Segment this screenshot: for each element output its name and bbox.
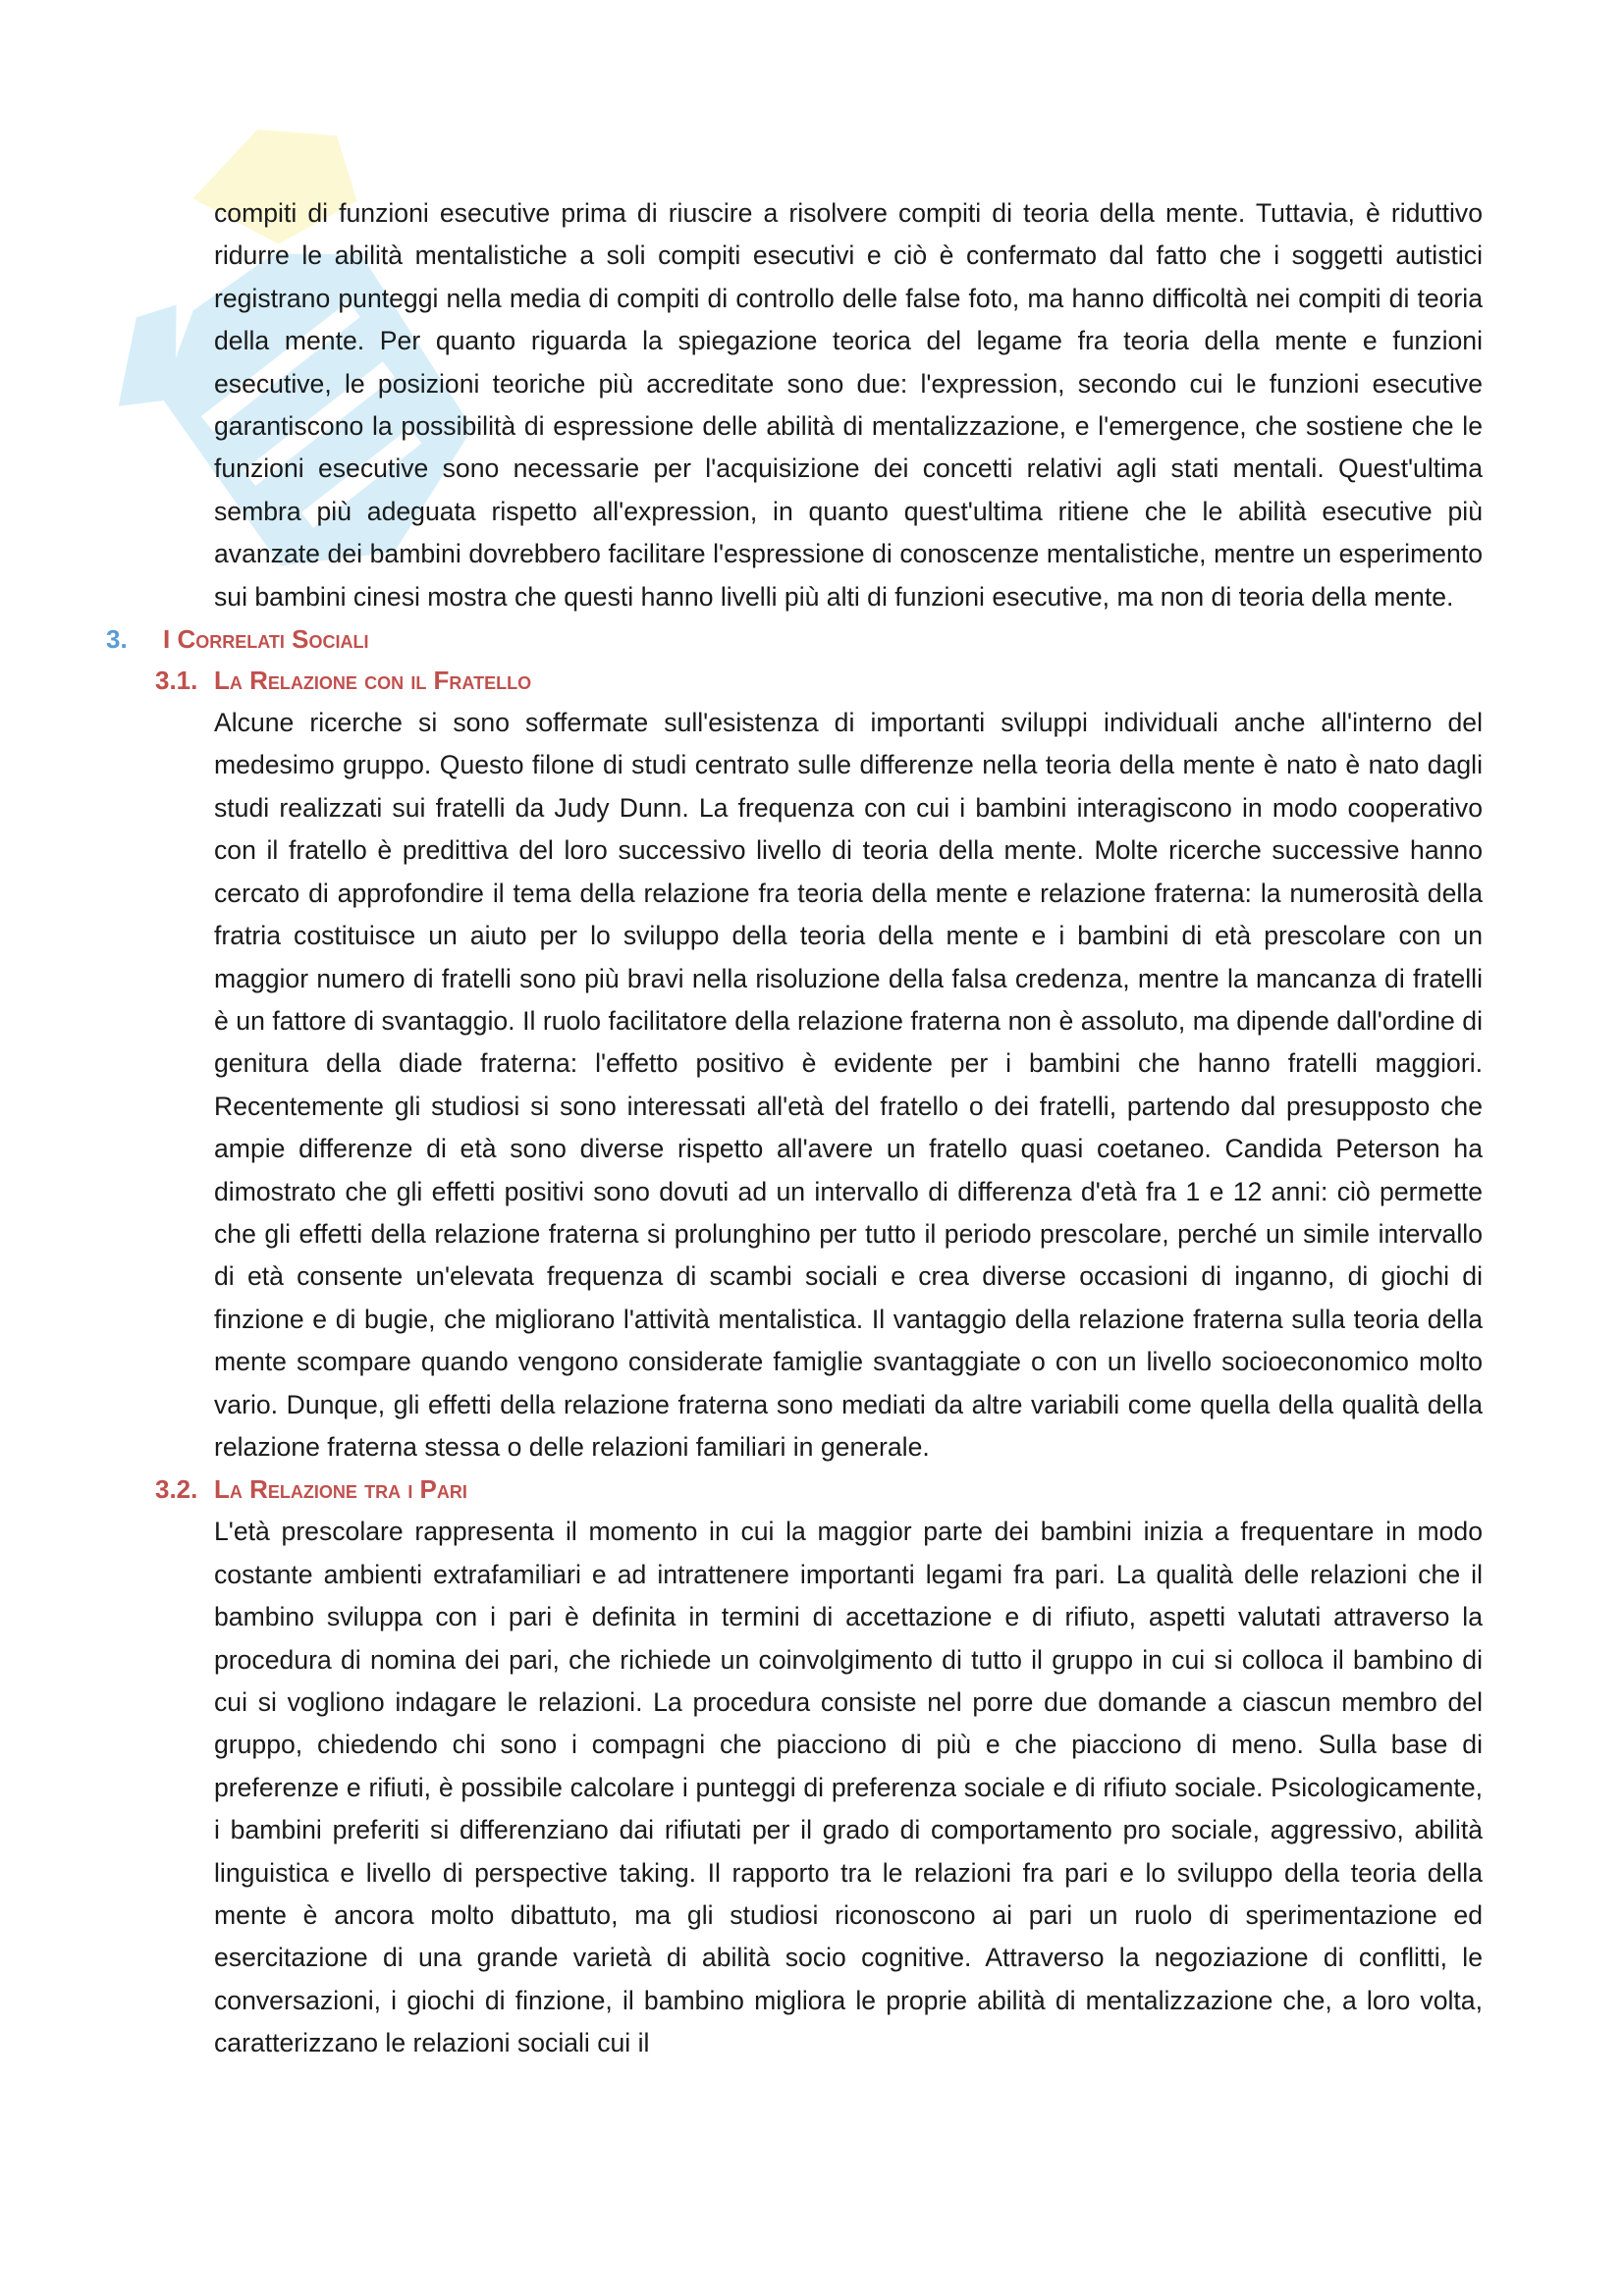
section-heading: [106, 618, 1483, 660]
section-title: I Correlati Sociali: [163, 624, 369, 655]
document-body: [106, 192, 1483, 2065]
intro-paragraph: compiti di funzioni esecutive prima di riuscire a risolvere compiti di teoria della mente. Tuttavia, è riduttivo ridurre le abilità mentalistiche a soli compiti esecutivi e ciò è confermato dal fatto che i soggetti autistici registrano punteggi nella media di compiti di controllo delle false foto, ma hanno difficoltà nei compiti di teoria della mente. Per quanto riguarda la spiegazione teorica del legame fra teoria della mente e funzioni esecutive, le posizioni teoriche più accreditate sono due: l'expression, secondo cui le funzioni esecutive garantiscono la possibilità di espressione delle abilità di mentalizzazione, e l'emergence, che sostiene che le funzioni esecutive sono necessarie per l'acquisizione dei concetti relativi agli stati mentali. Quest'ultima sembra più adeguata rispetto all'expression, in quanto quest'ultima ritiene che le abilità esecutive più avanzate dei bambini dovrebbero facilitare l'espressione di conoscenze mentalistiche, mentre un esperimento sui bambini cinesi mostra che questi hanno livelli più alti di funzioni esecutive, ma non di teoria della mente.: [214, 198, 1483, 612]
subsection-number: 3.2.: [155, 1474, 198, 1505]
subsection-heading-3-2: [155, 1468, 1483, 1511]
subsection-heading-3-1: [155, 660, 1483, 702]
subsection-title: La Relazione tra i Pari: [214, 1474, 467, 1505]
subsection-paragraph-3-1: Alcune ricerche si sono soffermate sull'esistenza di importanti sviluppi individuali anche all'interno del medesimo gruppo. Questo filone di studi centrato sulle differenze nella teoria della mente è nato è nato dagli studi realizzati sui fratelli da Judy Dunn. La frequenza con cui i bambini interagiscono in modo cooperativo con il fratello è predittiva del loro successivo livello di teoria della mente. Molte ricerche successive hanno cercato di approfondire il tema della relazione fra teoria della mente e relazione fraterna: la numerosità della fratria costituisce un aiuto per lo sviluppo della teoria della mente e i bambini di età prescolare con un maggior numero di fratelli sono più bravi nella risoluzione della falsa credenza, mentre la mancanza di fratelli è un fattore di svantaggio. Il ruolo facilitatore della relazione fraterna non è assoluto, ma dipende dall'ordine di genitura della diade fraterna: l'effetto positivo è evidente per i bambini che hanno fratelli maggiori. Recentemente gli studiosi si sono interessati all'età del fratello o dei fratelli, partendo dal presupposto che ampie differenze di età sono diverse rispetto all'avere un fratello quasi coetaneo. Candida Peterson ha dimostrato che gli effetti positivi sono dovuti ad un intervallo di differenza d'età fra 1 e 12 anni: ciò permette che gli effetti della relazione fraterna si prolunghino per tutto il periodo prescolare, perché un simile intervallo di età consente un'elevata frequenza di scambi sociali e crea diverse occasioni di inganno, di giochi di finzione e di bugie, che migliorano l'attività mentalistica. Il vantaggio della relazione fraterna sulla teoria della mente scompare quando vengono considerate famiglie svantaggiate o con un livello socioeconomico molto vario. Dunque, gli effetti della relazione fraterna sono mediati da altre variabili come quella della qualità della relazione fraterna stessa o delle relazioni familiari in generale.: [214, 708, 1483, 1462]
section-number: 3.: [106, 624, 128, 655]
subsection-number: 3.1.: [155, 666, 198, 696]
subsection-paragraph-3-2: L'età prescolare rappresenta il momento in cui la maggior parte dei bambini inizia a frequentare in modo costante ambienti extrafamiliari e ad intrattenere importanti legami fra pari. La qualità delle relazioni che il bambino sviluppa con i pari è definita in termini di accettazione e di rifiuto, aspetti valutati attraverso la procedura di nomina dei pari, che richiede un coinvolgimento di tutto il gruppo in cui si colloca il bambino di cui si vogliono indagare le relazioni. La procedura consiste nel porre due domande a ciascun membro del gruppo, chiedendo chi sono i compagni che piacciono di più e che piacciono di meno. Sulla base di preferenze e rifiuti, è possibile calcolare i punteggi di preferenza sociale e di rifiuto sociale. Psicologicamente, i bambini preferiti si differenziano dai rifiutati per il grado di comportamento pro sociale, aggressivo, abilità linguistica e livello di perspective taking. Il rapporto tra le relazioni fra pari e lo sviluppo della teoria della mente è ancora molto dibattuto, ma gli studiosi riconoscono ai pari un ruolo di sperimentazione ed esercitazione di una grande varietà di abilità socio cognitive. Attraverso la negoziazione di conflitti, le conversazioni, i giochi di finzione, il bambino migliora le proprie abilità di mentalizzazione che, a loro volta, caratterizzano le relazioni sociali cui il: [214, 1517, 1483, 2058]
subsection-title: La Relazione con il Fratello: [214, 666, 532, 696]
